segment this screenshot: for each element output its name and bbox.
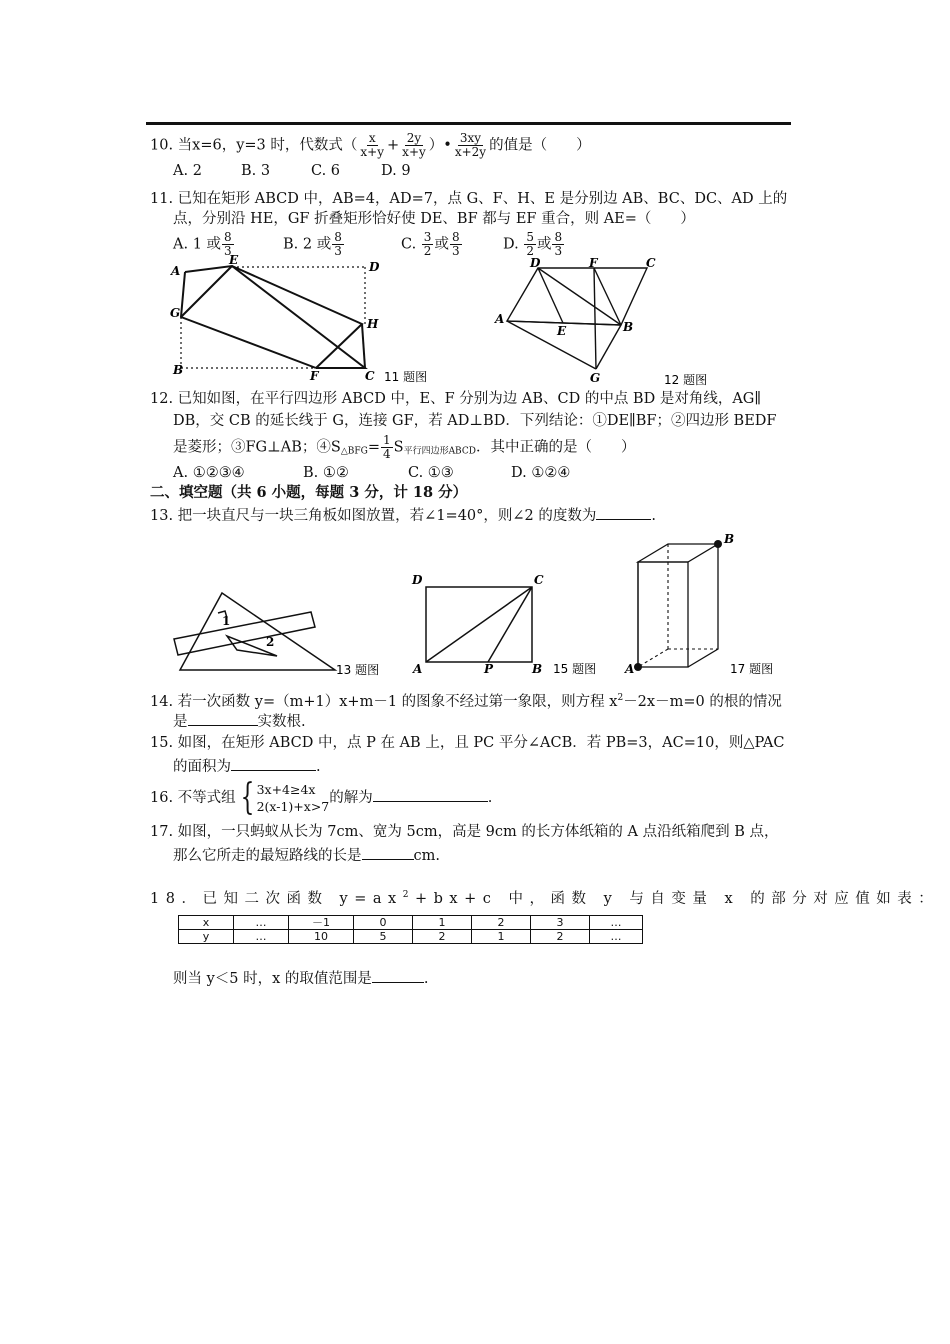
- q13-answer-blank: [596, 505, 651, 520]
- fig17-label-b: B: [724, 532, 735, 546]
- q12-option-a: A. ①②③④: [173, 465, 245, 481]
- fig13-label-2: 2: [266, 635, 275, 649]
- fig11-label-a: A: [171, 264, 181, 278]
- fig12-label-c: C: [646, 256, 656, 270]
- fig15-label-d: D: [412, 573, 423, 587]
- fig15-caption: 15 题图: [553, 662, 597, 676]
- q18-answer-blank: [372, 968, 424, 983]
- q12-option-b: B. ①②: [303, 465, 349, 481]
- fig15-label-a: A: [413, 662, 423, 676]
- q11-option-a: A. 1 或 $\frac{8}{3}$: [173, 230, 232, 258]
- q14-line-1: 14. 若一次函数 y=（m+1）x+m－1 的图象不经过第一象限，则方程 $x^2-2x-m=0$ 的根的情况: [150, 693, 782, 710]
- q12-line-3: 是菱形；③FG⊥AB；$④S_{\triangle BFG}=$ $\frac{1}{4}$ $S_{平行四边形ABCD}$．其中正确的是（ ）: [173, 433, 636, 461]
- figure-15: [406, 570, 606, 678]
- q17-line-2: 那么它所走的最短路线的长是 cm.: [173, 845, 440, 866]
- q11-line-2: 点，分别沿 HE，GF 折叠矩形恰好使 DE、BF 都与 EF 重合，则 AE=（ ）: [173, 211, 695, 227]
- figure-13: [165, 588, 395, 678]
- q16-inequality-system: 3x+4≥4x 2(x-1)+x>7: [256, 782, 330, 814]
- q12-line-1: 12. 已知如图，在平行四边形 ABCD 中，E、F 分别为边 AB、CD 的中点 BD 是对角线，AG∥: [150, 391, 762, 407]
- fig12-label-d: D: [530, 256, 541, 270]
- q12-option-c: C. ①③: [408, 465, 454, 481]
- q10-option-a: A. 2: [173, 163, 202, 179]
- q14-answer-blank: [188, 711, 258, 726]
- section-2-heading: 二、填空题（共 6 小题，每题 3 分，计 18 分）: [150, 484, 468, 501]
- header-rule: [146, 122, 791, 125]
- q16-answer-blank: [373, 787, 488, 802]
- fig13-caption: 13 题图: [336, 663, 380, 677]
- figure-17: [620, 530, 780, 680]
- q10-text: 10. 当x=6，y=3 时，代数式（: [150, 137, 358, 154]
- q11-line-1: 11. 已知在矩形 ABCD 中，AB=4，AD=7，点 G、F、H、E 是分别边 AB、BC、DC、AD 上的: [150, 191, 788, 207]
- fig11-label-g: G: [170, 306, 181, 320]
- fig12-label-b: B: [623, 320, 634, 334]
- q18-line-1: 18．已知二次函数 $y=ax^2+bx+c$ 中，函数 y 与自变量 x 的部分对应值如表：: [150, 890, 940, 907]
- q11-option-c: C. $\frac{3}{2}$ 或 $\frac{8}{3}$: [401, 230, 460, 258]
- fig17-point-a: [634, 663, 642, 671]
- fig12-label-a: A: [495, 312, 505, 326]
- q10-option-d: D. 9: [381, 163, 411, 179]
- fig11-label-c: C: [365, 369, 375, 383]
- fig11-caption: 11 题图: [384, 370, 428, 384]
- fig15-label-c: C: [534, 573, 544, 587]
- q12-line-2: DB，交 CB 的延长线于 G，连接 GF，若 AD⊥BD．下列结论：①DE∥BF；②四边形 BEDF: [173, 413, 777, 429]
- table-row-y: y … 10 5 2 1 2 …: [179, 930, 643, 944]
- q15-line-2: 的面积为 .: [173, 756, 321, 777]
- figure-12: [490, 255, 730, 390]
- q18-value-table: [178, 915, 643, 944]
- q10-fraction-1: $\frac{x}{x+y}$: [360, 131, 385, 159]
- q18-line-2: 则当 y＜5 时，x 的取值范围是 .: [173, 968, 429, 989]
- fig11-label-f: F: [310, 369, 319, 383]
- q15-answer-blank: [231, 756, 316, 771]
- figure-11: [168, 253, 428, 385]
- fig11-label-d: D: [369, 260, 380, 274]
- q10-option-c: C. 6: [311, 163, 341, 179]
- fig13-label-1: 1: [222, 614, 231, 628]
- table-row-x: x … －1 0 1 2 3 …: [179, 916, 643, 930]
- fig15-label-b: B: [532, 662, 543, 676]
- fig12-label-g: G: [590, 371, 601, 385]
- question-13: 13. 把一块直尺与一块三角板如图放置，若∠1=40°，则∠2 的度数为 .: [150, 505, 656, 526]
- q11-option-b: B. 2 或 $\frac{8}{3}$: [283, 230, 342, 258]
- q17-answer-blank: [362, 845, 414, 860]
- fig11-label-b: B: [173, 363, 184, 377]
- question-10: 10. 当x=6，y=3 时，代数式（ $\frac{x}{x+y}$ + $\frac{2y}{x+y}$ ）• $\frac{3xy}{x+2y}$ 的值是（ ）: [150, 131, 591, 159]
- fig17-label-a: A: [625, 662, 635, 676]
- q12-option-d: D. ①②④: [511, 465, 571, 481]
- q10-option-b: B. 3: [241, 163, 271, 179]
- q16-brace: {: [240, 777, 254, 818]
- fig11-label-e: E: [229, 253, 239, 267]
- q14-line-2: 是 实数根.: [173, 711, 306, 732]
- q10-fraction-3: $\frac{3xy}{x+2y}$: [454, 131, 487, 159]
- fig17-point-b: [714, 540, 722, 548]
- q17-line-1: 17. 如图，一只蚂蚁从长为 7cm、宽为 5cm，高是 9cm 的长方体纸箱的 A 点沿纸箱爬到 B 点，: [150, 824, 779, 840]
- fig12-caption: 12 题图: [664, 373, 708, 387]
- q15-line-1: 15. 如图，在矩形 ABCD 中，点 P 在 AB 上，且 PC 平分∠ACB．若 PB=3，AC=10，则△PAC: [150, 735, 785, 751]
- question-16: 16. 不等式组 { 3x+4≥4x 2(x-1)+x>7 的解为 .: [150, 777, 493, 818]
- q11-option-d: D. $\frac{5}{2}$ 或 $\frac{8}{3}$: [503, 230, 563, 258]
- fig17-caption: 17 题图: [730, 662, 774, 676]
- q10-fraction-2: $\frac{2y}{x+y}$: [402, 131, 426, 159]
- fig11-label-h: H: [367, 317, 379, 331]
- fig15-label-p: P: [484, 662, 494, 676]
- fig12-label-e: E: [557, 324, 567, 338]
- fig12-label-f: F: [589, 256, 598, 270]
